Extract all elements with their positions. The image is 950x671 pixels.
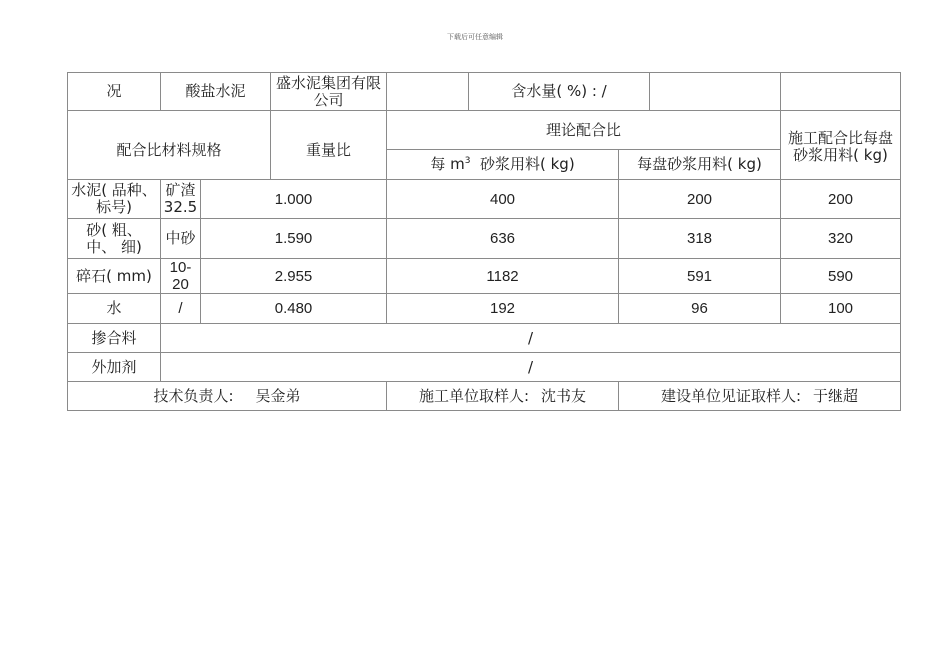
blank-cell [650,73,781,111]
table-row [68,180,901,219]
per-m3-value: 192 [387,294,619,324]
tech-lead-label: 技术负责人: [153,386,234,405]
witness-label: 建设单位见证取样人: [660,386,802,405]
sampler-label: 施工单位取样人: [418,386,530,405]
cement-type-cell: 酸盐水泥 [161,73,271,111]
per-batch-value: 96 [619,294,781,324]
mix-ratio-table [67,72,901,411]
weight-ratio: 2.955 [201,259,387,294]
per-m3-superscript: 3 [464,156,471,166]
material-name: 碎石( mm) [68,259,161,294]
material-spec: 矿渣32.5 [161,180,201,219]
construction-value: 100 [781,294,901,324]
material-name: 砂( 粗、 中、 细) [68,219,161,259]
additive-label: 外加剂 [68,353,161,382]
construction-ratio-header: 施工配合比每盘砂浆用料( kg) [781,111,901,180]
admixture-value: / [161,324,901,353]
per-batch-value: 591 [619,259,781,294]
per-m3-value: 636 [387,219,619,259]
sampler-cell [387,382,619,411]
material-name: 水泥( 品种、 标号) [68,180,161,219]
column-header-row [68,111,901,150]
table-row [68,219,901,259]
material-spec: / [161,294,201,324]
witness-cell [619,382,901,411]
additive-value: / [161,353,901,382]
material-spec: 10-20 [161,259,201,294]
per-m3-header [387,150,619,180]
per-m3-prefix: 每 m [430,155,465,173]
blank-cell [387,73,469,111]
weight-ratio: 1.000 [201,180,387,219]
admixture-label: 掺合料 [68,324,161,353]
signature-row [68,382,901,411]
tech-lead-cell [68,382,387,411]
manufacturer-cell: 盛水泥集团有限公司 [271,73,387,111]
partial-label-cell: 况 [68,73,161,111]
weight-ratio: 1.590 [201,219,387,259]
table-row [68,259,901,294]
tech-lead-name: 吴金弟 [255,386,301,405]
material-spec-header: 配合比材料规格 [68,111,271,180]
material-spec: 中砂 [161,219,201,259]
construction-value: 200 [781,180,901,219]
weight-ratio: 0.480 [201,294,387,324]
per-batch-header: 每盘砂浆用料( kg) [619,150,781,180]
material-name: 水 [68,294,161,324]
per-batch-value: 318 [619,219,781,259]
watermark-text: 下载后可任意编辑 [447,33,503,41]
per-m3-value: 1182 [387,259,619,294]
blank-cell [781,73,901,111]
sampler-name: 沈书友 [541,386,587,405]
witness-name: 于继超 [813,386,859,405]
per-batch-value: 200 [619,180,781,219]
per-m3-value: 400 [387,180,619,219]
admixture-row [68,324,901,353]
construction-value: 590 [781,259,901,294]
table-row [68,294,901,324]
header-row [68,73,901,111]
moisture-cell: 含水量( %) : / [469,73,650,111]
per-m3-suffix: 砂浆用料( kg) [480,155,575,173]
construction-value: 320 [781,219,901,259]
additive-row [68,353,901,382]
theory-ratio-header: 理论配合比 [387,111,781,150]
weight-ratio-header: 重量比 [271,111,387,180]
